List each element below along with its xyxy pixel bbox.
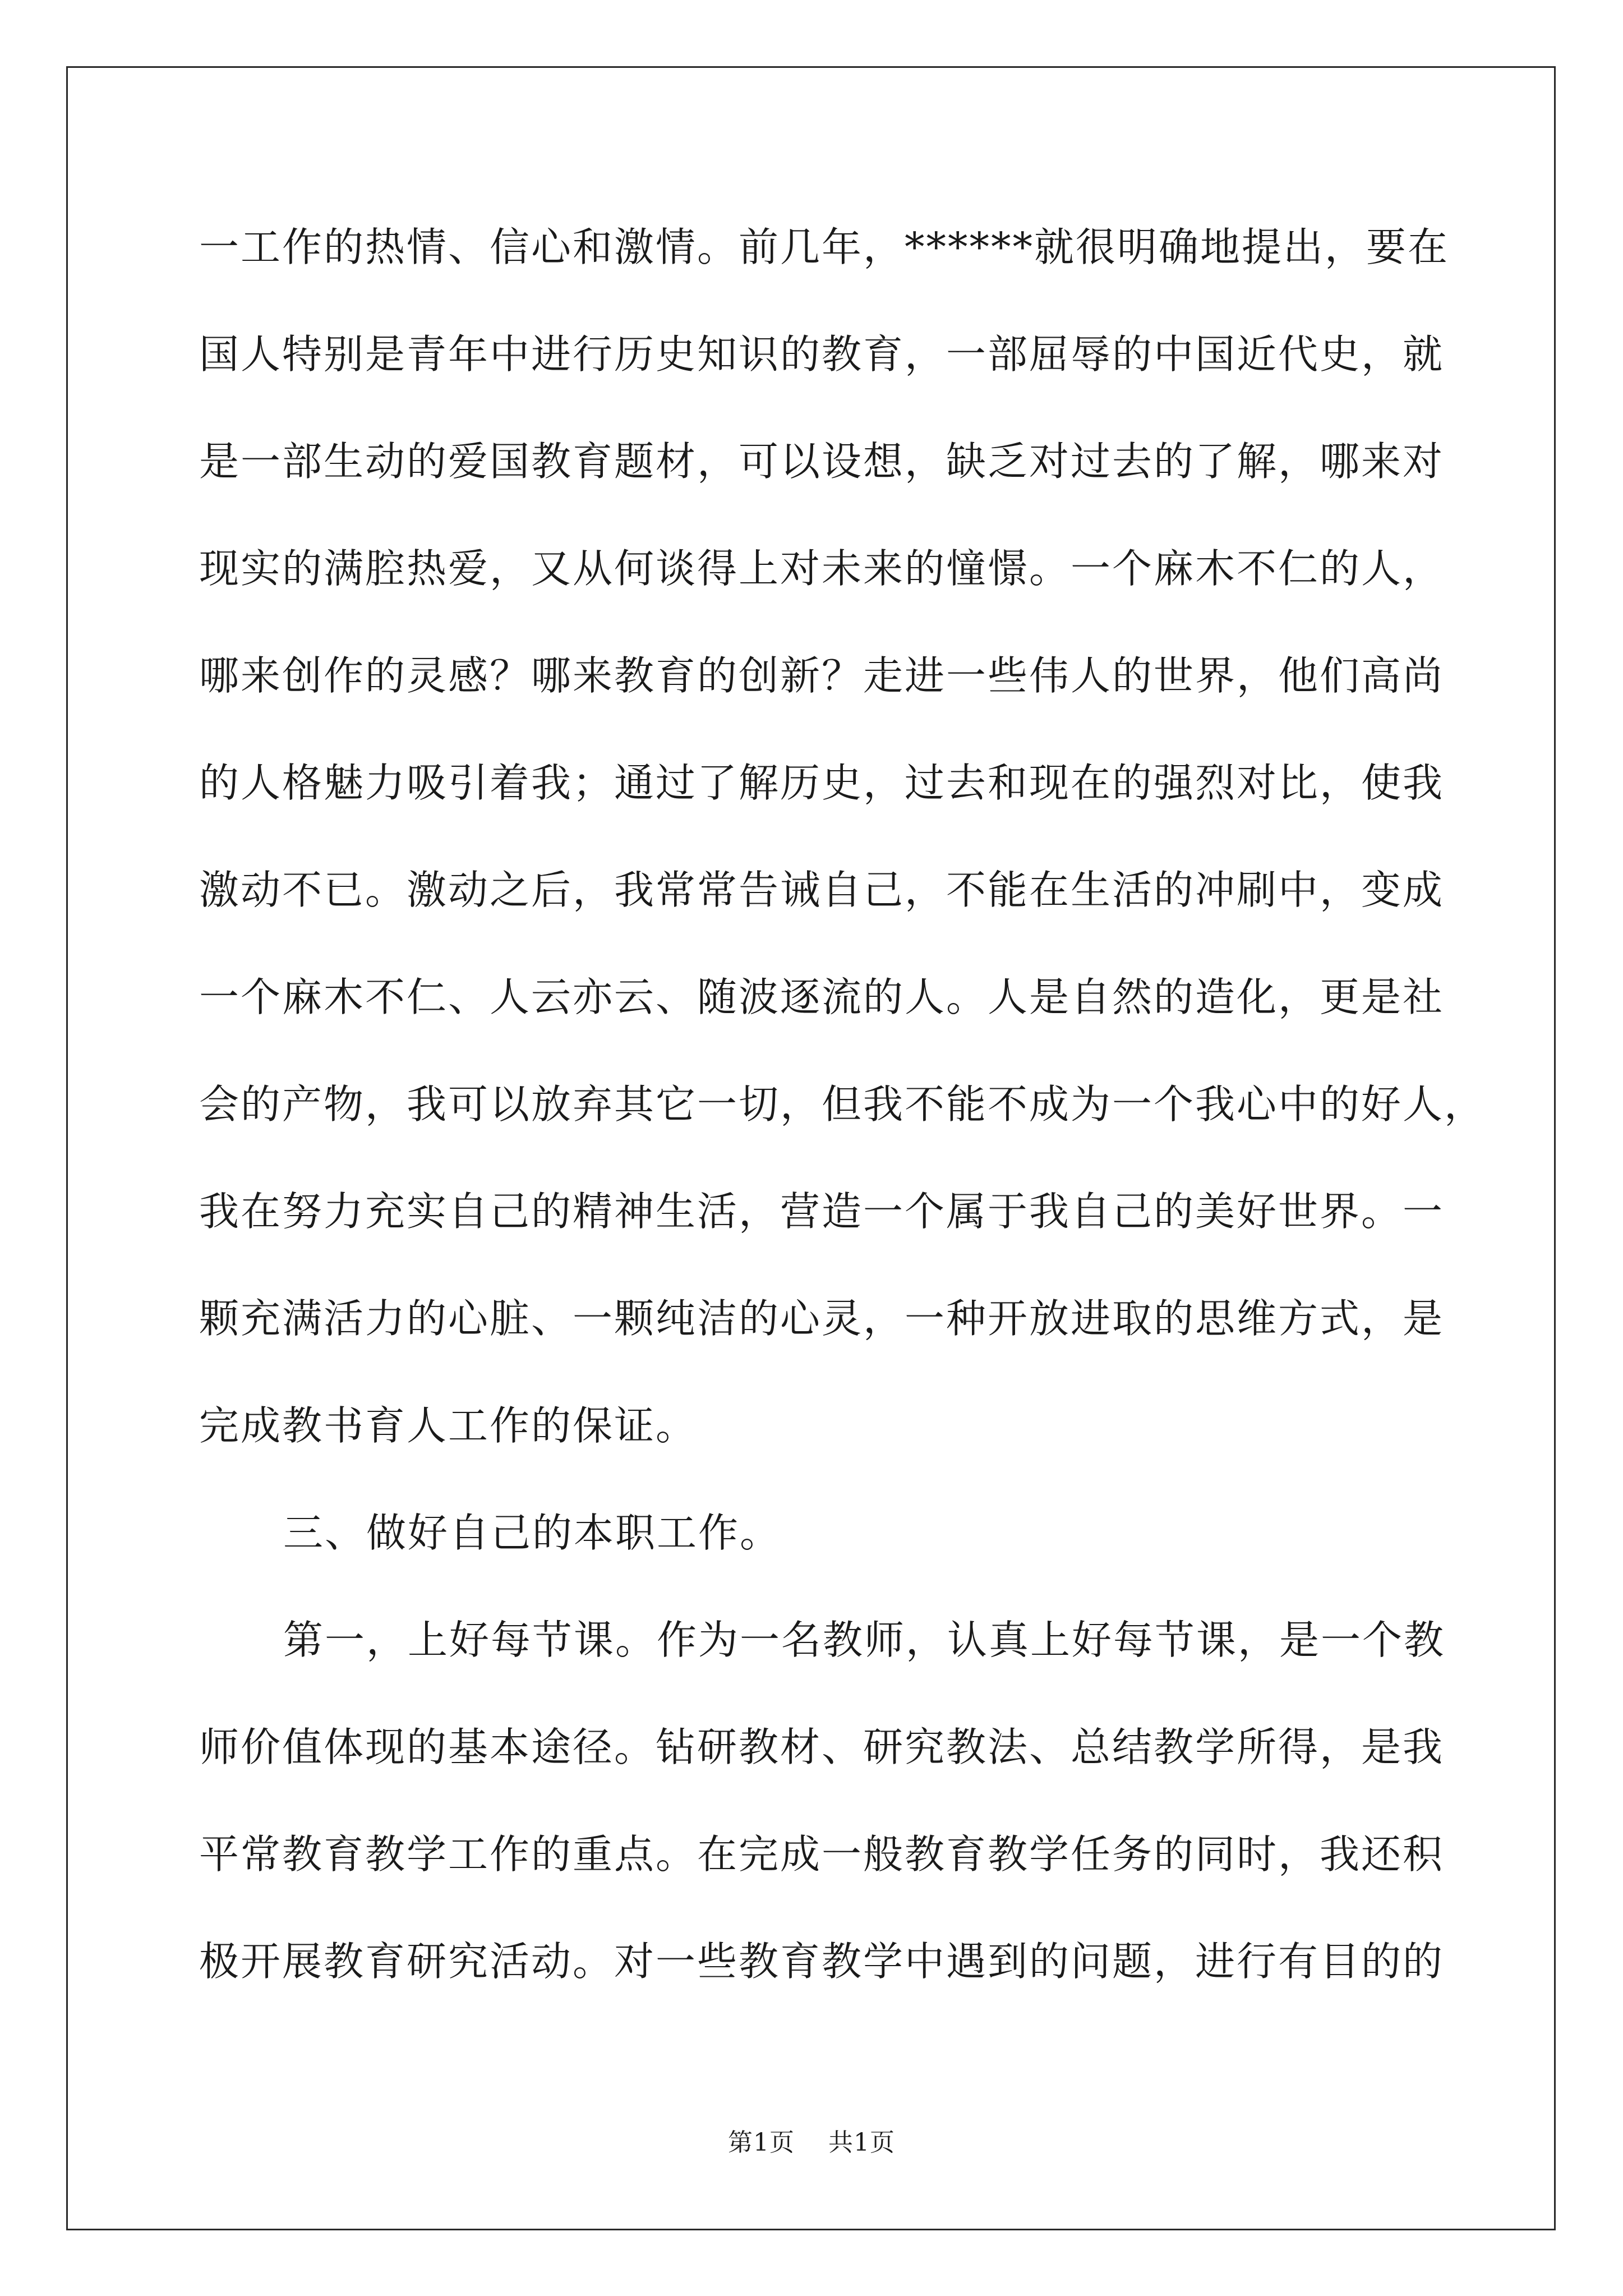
text-line-1: 一工作的热情、信心和激情。前几年，******就很明确地提出，要在 [199, 224, 1450, 270]
document-body [199, 194, 1486, 2015]
text-line-2: 国人特别是青年中进行历史知识的教育，一部屈辱的中国近代史，就 [199, 331, 1445, 378]
text-line-6: 的人格魅力吸引着我；通过了解历史，过去和现在的强烈对比，使我 [199, 760, 1445, 806]
page-total: 共1页 [828, 2128, 895, 2157]
text-line-8: 一个麻木不仁、人云亦云、随波逐流的人。人是自然的造化，更是社 [199, 974, 1445, 1020]
text-line-3: 是一部生动的爱国教育题材，可以设想，缺乏对过去的了解，哪来对 [199, 438, 1445, 485]
text-line-12: 完成教书育人工作的保证。 [199, 1402, 698, 1449]
text-line-14: 第一，上好每节课。作为一名教师，认真上好每节课，是一个教 [283, 1617, 1446, 1663]
text-line-16: 平常教育教学工作的重点。在完成一般教育教学任务的同时，我还积 [199, 1831, 1445, 1878]
page-footer [0, 2126, 1623, 2160]
page-number: 第1页 [728, 2128, 795, 2157]
text-line-10: 我在努力充实自己的精神生活，营造一个属于我自己的美好世界。一 [199, 1188, 1445, 1235]
text-line-7: 激动不已。激动之后，我常常告诫自己，不能在生活的冲刷中，变成 [199, 867, 1445, 913]
text-line-5: 哪来创作的灵感？哪来教育的创新？走进一些伟人的世界，他们高尚 [199, 652, 1445, 699]
text-line-11: 颗充满活力的心脏、一颗纯洁的心灵，一种开放进取的思维方式，是 [199, 1295, 1445, 1342]
text-line-17: 极开展教育研究活动。对一些教育教学中遇到的问题，进行有目的的 [199, 1938, 1445, 1985]
text-line-4: 现实的满腔热爱，又从何谈得上对未来的憧憬。一个麻木不仁的人， [199, 545, 1445, 592]
text-line-9: 会的产物，我可以放弃其它一切，但我不能不成为一个我心中的好人， [199, 1081, 1486, 1128]
text-line-15: 师价值体现的基本途径。钻研教材、研究教法、总结教学所得，是我 [199, 1724, 1445, 1770]
section-heading: 三、做好自己的本职工作。 [283, 1510, 782, 1556]
